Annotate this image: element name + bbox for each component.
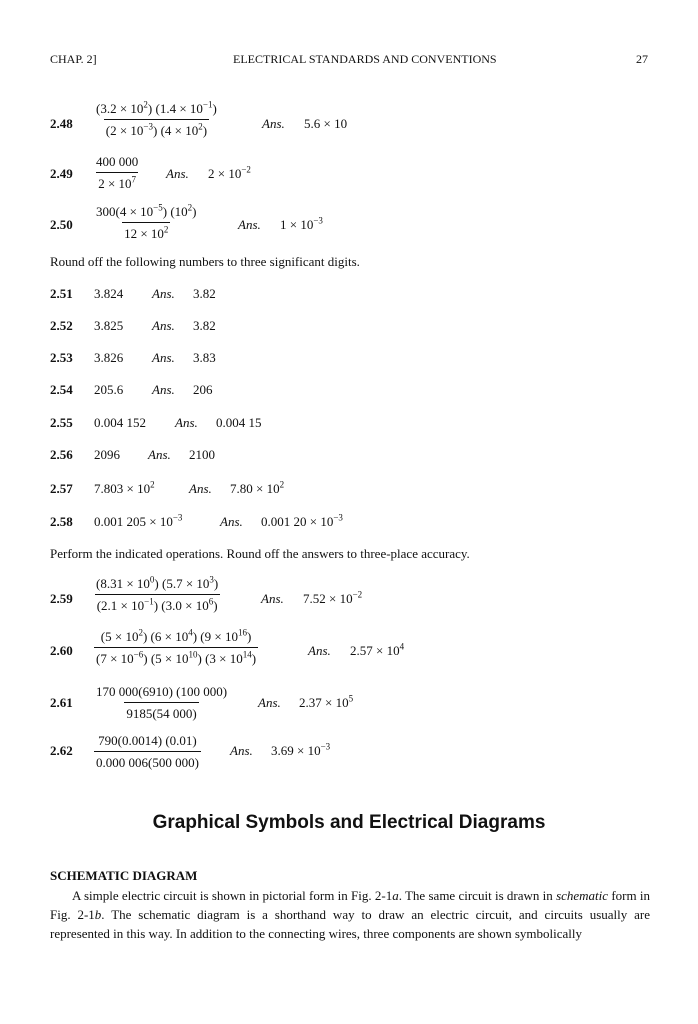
ans-label: Ans. [230, 743, 253, 758]
problem-number: 2.55 [50, 415, 73, 430]
problem-number: 2.48 [50, 116, 73, 131]
answer: 3.82 [193, 286, 216, 301]
denominator: 0.000 006(500 000) [94, 751, 201, 771]
ans-label: Ans. [152, 382, 175, 397]
problem-number: 2.53 [50, 350, 73, 365]
numerator: 790(0.0014) (0.01) [98, 733, 197, 748]
problem-expression: $\frac{300(4 \times 10^{-5}) (10^2)}{12 \times 10^2}$ [96, 202, 197, 241]
problem-number: 2.54 [50, 382, 73, 397]
subsection-heading: SCHEMATIC DIAGRAM [50, 868, 198, 883]
round-intro: Round off the following numbers to three significant digits. [50, 254, 360, 269]
problem-expression [94, 684, 229, 722]
problem-expression: $\frac{(5 \times 10^2) (6 \times 10^4) (9 \times 10^{16})}{(7 \times 10^{-6}) (5 \times 10^{10}) (3 \times 10^{14})}$ [96, 627, 257, 666]
ans-label: Ans. [152, 350, 175, 365]
answer: 5.6 × 10 [304, 116, 348, 131]
denominator: 9185(54 000) [124, 702, 198, 722]
problem-number: 2.60 [50, 643, 73, 658]
ans-label: Ans. [152, 318, 175, 333]
ans-label: Ans. [262, 116, 285, 131]
ans-label: Ans. [148, 447, 171, 462]
answer: $2.37 \times 10^5$ [299, 693, 354, 710]
value: $7.803 \times 10^2$ [94, 479, 155, 496]
answer: $2 \times 10^{-2}$ [208, 164, 251, 181]
problem-number: 2.52 [50, 318, 73, 333]
answer: $2.57 \times 10^4$ [350, 641, 405, 658]
problem-number: 2.57 [50, 481, 73, 496]
page-number: 27 [636, 52, 648, 66]
problem-number: 2.61 [50, 695, 73, 710]
value: 0.001 $205 \times 10^{-3}$ [94, 512, 183, 529]
ans-label: Ans. [175, 415, 198, 430]
value: 0.004 152 [94, 415, 146, 430]
answer: $1 \times 10^{-3}$ [280, 215, 323, 232]
value: 3.826 [94, 350, 124, 365]
problem-expression: $\frac{400 000}{2 \times 10^7}$ [96, 154, 139, 191]
problem-number: 2.50 [50, 217, 73, 232]
ans-label: Ans. [261, 591, 284, 606]
section-heading: Graphical Symbols and Electrical Diagrams [152, 812, 546, 833]
problem-number: 2.58 [50, 514, 73, 529]
answer: 3.82 [193, 318, 216, 333]
answer: $3.69 \times 10^{-3}$ [271, 741, 331, 758]
numerator: 170 000(6910) (100 000) [96, 684, 228, 699]
problem-number: 2.56 [50, 447, 73, 462]
value: 3.824 [94, 286, 124, 301]
problem-number: 2.59 [50, 591, 73, 606]
body-paragraph: A simple electric circuit is shown in pictorial form in Fig. 2-1a. The same circuit is drawn in schematic form in Fig. 2-1b. The schematic diagram is a shorthand way to draw an electric circuit, and circuits usually are represented in this way. In addition to the connecting wires, three components are shown symbolically [50, 888, 650, 941]
problem-number: 2.51 [50, 286, 73, 301]
problem-expression [94, 733, 201, 771]
answer: 3.83 [193, 350, 216, 365]
value: 3.825 [94, 318, 124, 333]
problem-expression: $\frac{(3.2 \times 10^2) (1.4 \times 10^{-1})}{(2 \times 10^{-3}) (4 \times 10^2)}$ [96, 99, 217, 138]
value: 2096 [94, 447, 120, 462]
operations-intro: Perform the indicated operations. Round off the answers to three-place accuracy. [50, 546, 470, 561]
ans-label: Ans. [258, 695, 281, 710]
ans-label: Ans. [238, 217, 261, 232]
ans-label: Ans. [189, 481, 212, 496]
ans-label: Ans. [152, 286, 175, 301]
ans-label: Ans. [220, 514, 243, 529]
value: 205.6 [94, 382, 124, 397]
ans-label: Ans. [166, 166, 189, 181]
problem-number: 2.49 [50, 166, 73, 181]
ans-label: Ans. [308, 643, 331, 658]
answer: 0.001 $20 \times 10^{-3}$ [261, 512, 343, 529]
running-title: ELECTRICAL STANDARDS AND CONVENTIONS [233, 52, 497, 66]
chapter-label: CHAP. 2] [50, 52, 97, 66]
answer: 2100 [189, 447, 215, 462]
answer: 0.004 15 [216, 415, 262, 430]
answer: $7.52 \times 10^{-2}$ [303, 589, 363, 606]
problem-expression: $\frac{(8.31 \times 10^0) (5.7 \times 10^3)}{(2.1 \times 10^{-1}) (3.0 \times 10^6)}$ [96, 574, 219, 613]
answer: $7.80 \times 10^2$ [230, 479, 285, 496]
problem-number: 2.62 [50, 743, 73, 758]
answer: 206 [193, 382, 213, 397]
